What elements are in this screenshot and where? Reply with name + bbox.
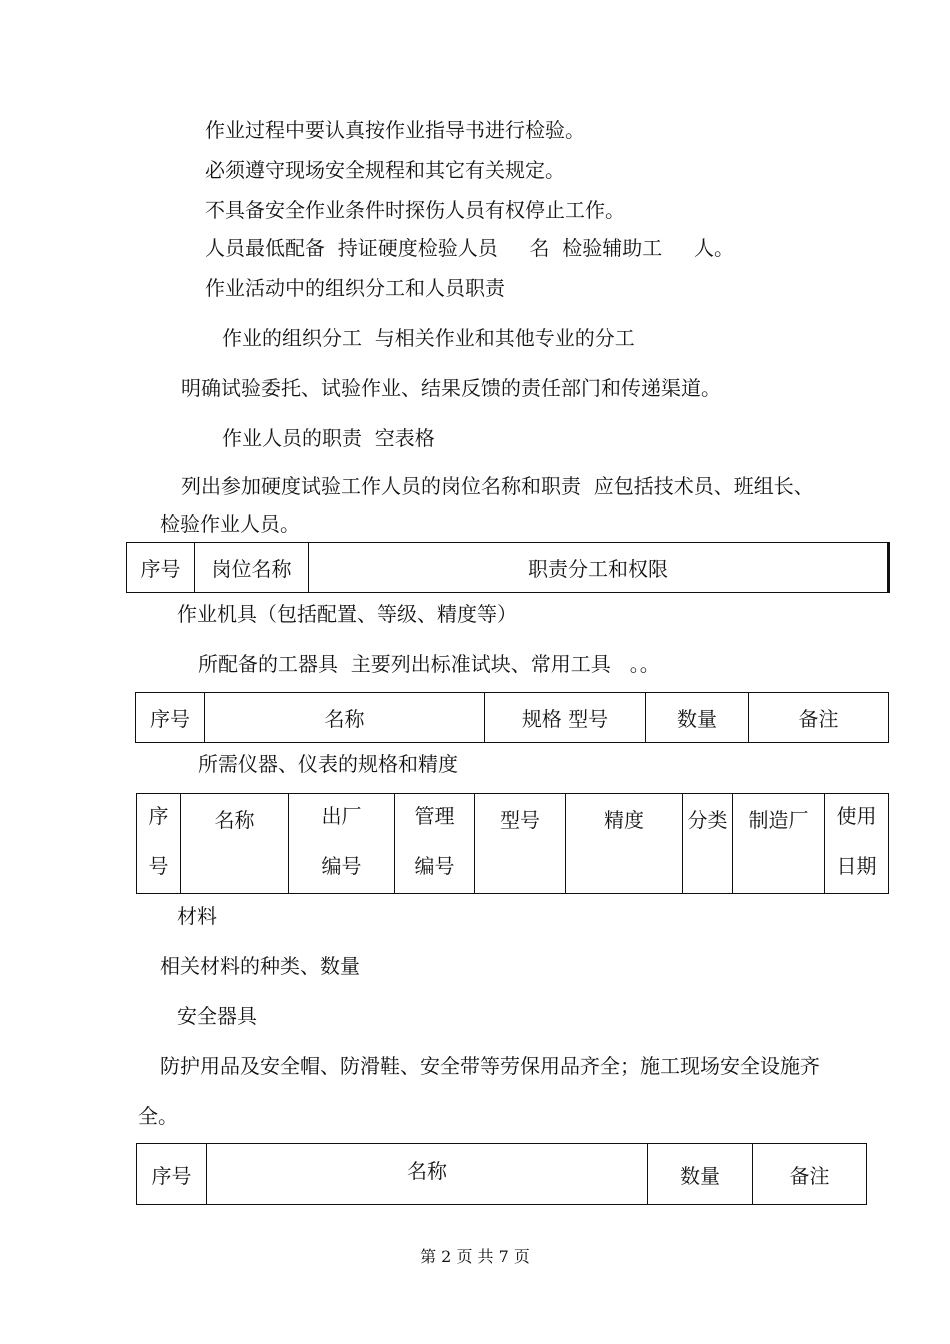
safety-desc-2: 全。: [138, 1104, 178, 1128]
section-tools: 作业机具（包括配置、等级、精度等）: [177, 602, 517, 626]
t3-date-1: 使用: [836, 804, 877, 828]
materials-desc: 相关材料的种类、数量: [160, 954, 360, 978]
text-line-7: 明确试验委托、试验作业、结果反馈的责任部门和传递渠道。: [181, 376, 721, 400]
t3-manage-no-1: 管理: [414, 804, 455, 828]
staff-duty-table: [126, 542, 890, 593]
t4-header-seq: 序号: [137, 1144, 207, 1205]
t3-seq-1: 序: [148, 804, 169, 828]
t3-manage-no-2: 编号: [414, 854, 455, 878]
tools-table: [135, 692, 889, 743]
t3-header-model: 型号: [475, 794, 566, 894]
t3-header-manage-no: [395, 794, 475, 894]
t3-factory-no-2: 编号: [321, 854, 362, 878]
tools-desc: 所配备的工器具 主要列出标准试块、常用工具 。。: [198, 652, 660, 676]
t3-header-maker: 制造厂: [733, 794, 825, 894]
text-line-8: 作业人员的职责 空表格: [222, 426, 435, 450]
text-line-2: 必须遵守现场安全规程和其它有关规定。: [205, 158, 565, 182]
text-line-4: 人员最低配备 持证硬度检验人员 名 检验辅助工 人。: [205, 236, 735, 260]
t3-header-precision: 精度: [566, 794, 683, 894]
text-line-3: 不具备安全作业条件时探伤人员有权停止工作。: [205, 198, 625, 222]
page-footer: 第 2 页 共 7 页: [420, 1247, 530, 1266]
text-line-5: 作业活动中的组织分工和人员职责: [205, 276, 505, 300]
instruments-table: [136, 793, 889, 894]
t4-header-name: 名称: [207, 1144, 648, 1205]
t3-header-class: 分类: [683, 794, 733, 894]
t1-header-seq: 序号: [127, 543, 195, 593]
t1-header-duty: 职责分工和权限: [309, 543, 889, 593]
text-line-6: 作业的组织分工 与相关作业和其他专业的分工: [222, 326, 635, 350]
safety-desc-1: 防护用品及安全帽、防滑鞋、安全带等劳保用品齐全；施工现场安全设施齐: [160, 1054, 820, 1078]
t3-header-name: 名称: [181, 794, 289, 894]
t3-seq-2: 号: [148, 854, 169, 878]
t2-header-qty: 数量: [646, 693, 749, 743]
t2-header-name: 名称: [205, 693, 485, 743]
t3-header-factory-no: [289, 794, 395, 894]
instruments-desc: 所需仪器、仪表的规格和精度: [198, 752, 458, 776]
text-line-9: 列出参加硬度试验工作人员的岗位名称和职责 应包括技术员、班组长、: [181, 474, 814, 498]
section-materials: 材料: [177, 904, 217, 928]
t3-header-seq: [137, 794, 181, 894]
t2-header-spec: 规格 型号: [485, 693, 646, 743]
t4-header-remark: 备注: [753, 1144, 867, 1205]
section-safety: 安全器具: [177, 1004, 257, 1028]
t4-header-qty: 数量: [648, 1144, 753, 1205]
t2-header-seq: 序号: [136, 693, 205, 743]
text-line-1: 作业过程中要认真按作业指导书进行检验。: [205, 118, 585, 142]
t2-header-remark: 备注: [749, 693, 889, 743]
safety-table: [136, 1143, 867, 1205]
t3-date-2: 日期: [836, 854, 877, 878]
t3-factory-no-1: 出厂: [321, 804, 362, 828]
t1-header-post: 岗位名称: [195, 543, 309, 593]
text-line-10: 检验作业人员。: [160, 512, 300, 536]
t3-header-date: [825, 794, 889, 894]
